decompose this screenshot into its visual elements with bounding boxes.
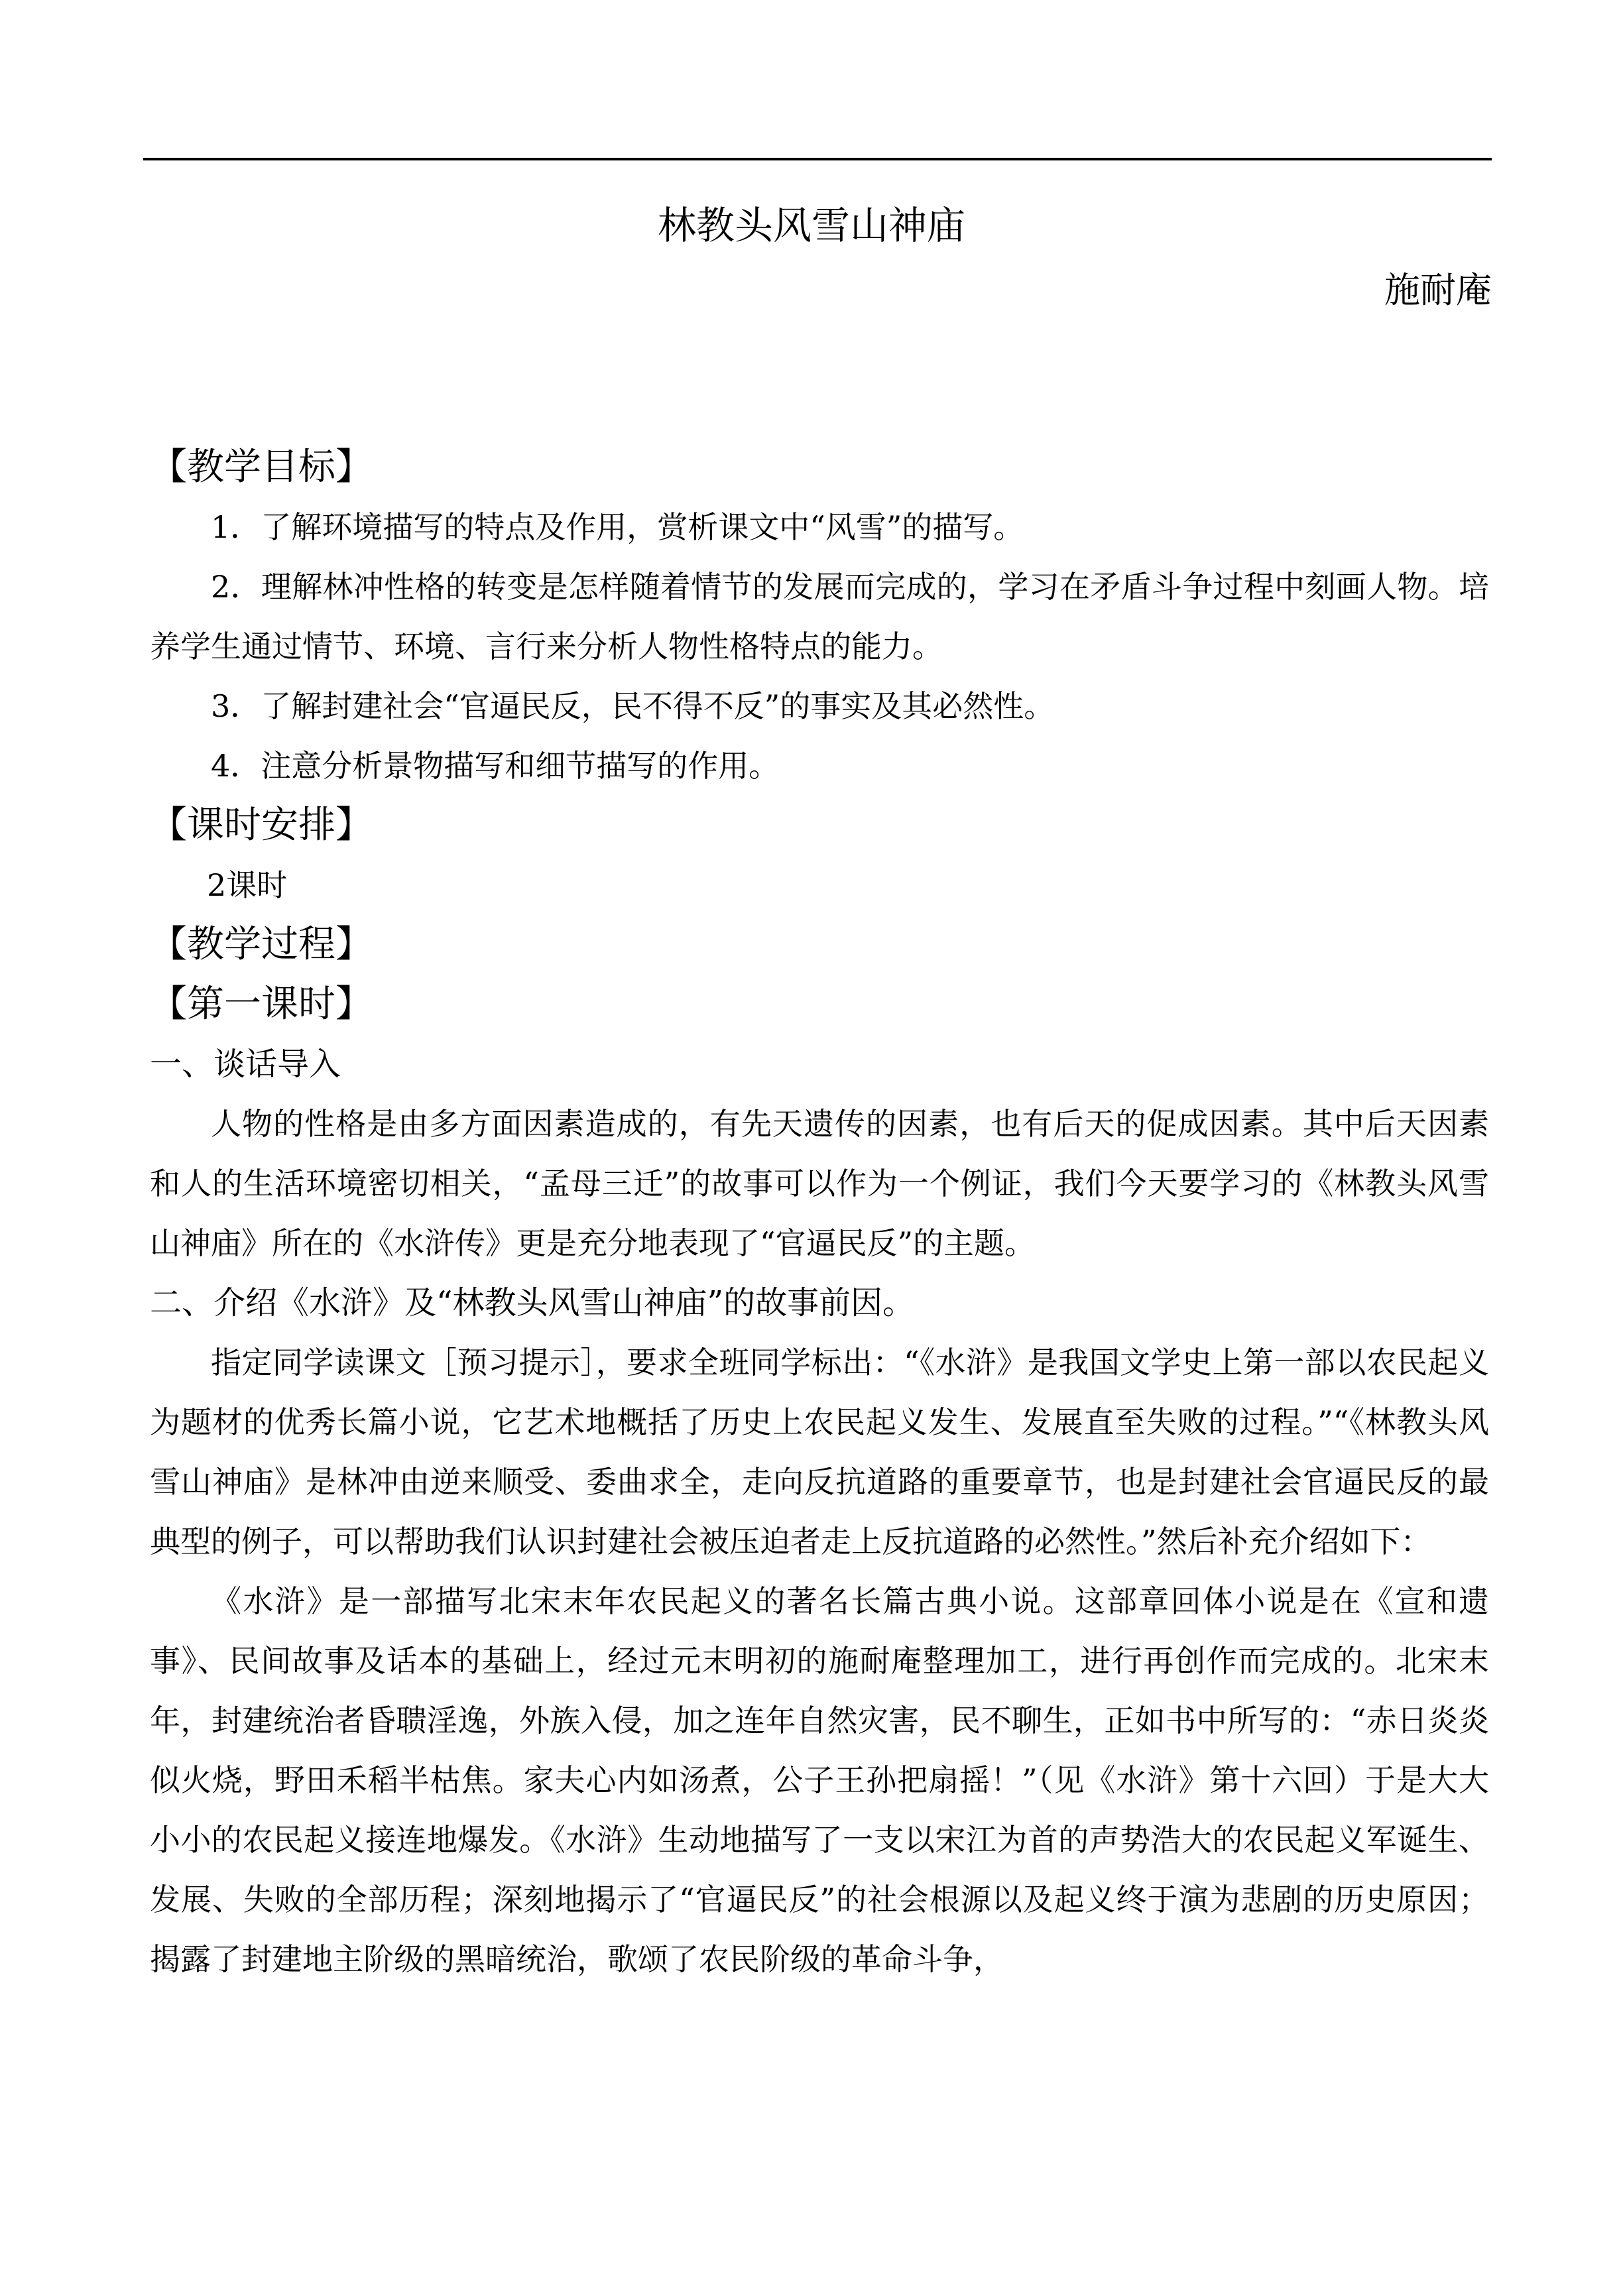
header-rule [143, 158, 1492, 160]
part2-heading: 二、介绍《水浒》及“林教头风雪山神庙”的故事前因。 [150, 1284, 915, 1321]
objective-item-2: 2．理解林冲性格的转变是怎样随着情节的发展而完成的，学习在矛盾斗争过程中刻画人物。培养学生通过情节、环境、言行来分析人物性格特点的能力。 [150, 569, 1489, 664]
objective-item-1: 1．了解环境描写的特点及作用，赏析课文中“风雪”的描写。 [211, 509, 1024, 545]
part1-paragraph: 人物的性格是由多方面因素造成的，有先天遗传的因素，也有后天的促成因素。其中后天因素和人的生活环境密切相关，“孟母三迁”的故事可以作为一个例证，我们今天要学习的《林教头风雪山神庙》所在的《水浒传》更是充分地表现了“官逼民反”的主题。 [150, 1106, 1489, 1261]
lesson1-heading: 【第一课时】 [150, 983, 373, 1026]
document-author: 施耐庵 [1384, 269, 1492, 311]
objectives-heading: 【教学目标】 [150, 446, 373, 489]
document-title: 林教头风雪山神庙 [657, 203, 965, 248]
document-body [150, 438, 1489, 1989]
objective-item-3: 3．了解封建社会“官逼民反，民不得不反”的事实及其必然性。 [211, 688, 1055, 724]
schedule-text: 2课时 [207, 867, 288, 903]
objective-item-4: 4．注意分析景物描写和细节描写的作用。 [211, 748, 780, 784]
schedule-heading: 【课时安排】 [150, 804, 373, 847]
process-heading: 【教学过程】 [150, 923, 373, 966]
part2-paragraph-2: 《水浒》是一部描写北宋末年农民起义的著名长篇古典小说。这部章回体小说是在《宣和遗事》、民间故事及话本的基础上，经过元末明初的施耐庵整理加工，进行再创作而完成的。北宋末年，封建统治者昏聩淫逸，外族入侵，加之连年自然灾害，民不聊生，正如书中所写的：“赤日炎炎似火烧，野田禾稻半枯焦。家夫心内如汤煮，公子王孙把扇摇！”（见《水浒》第十六回）于是大大小小的农民起义接连地爆发。《水浒》生动地描写了一支以宋江为首的声势浩大的农民起义军诞生、发展、失败的全部历程；深刻地揭示了“官逼民反”的社会根源以及起义终于演为悲剧的历史原因；揭露了封建地主阶级的黑暗统治，歌颂了农民阶级的革命斗争， [150, 1583, 1489, 1977]
part1-heading: 一、谈话导入 [150, 1046, 341, 1083]
part2-paragraph-1: 指定同学读课文［预习提示］，要求全班同学标出：“《水浒》是我国文学史上第一部以农民起义为题材的优秀长篇小说，它艺术地概括了历史上农民起义发生、发展直至失败的过程。”“《林教头风雪山神庙》是林冲由逆来顺受、委曲求全，走向反抗道路的重要章节，也是封建社会官逼民反的最典型的例子，可以帮助我们认识封建社会被压迫者走上反抗道路的必然性。”然后补充介绍如下： [150, 1345, 1489, 1559]
